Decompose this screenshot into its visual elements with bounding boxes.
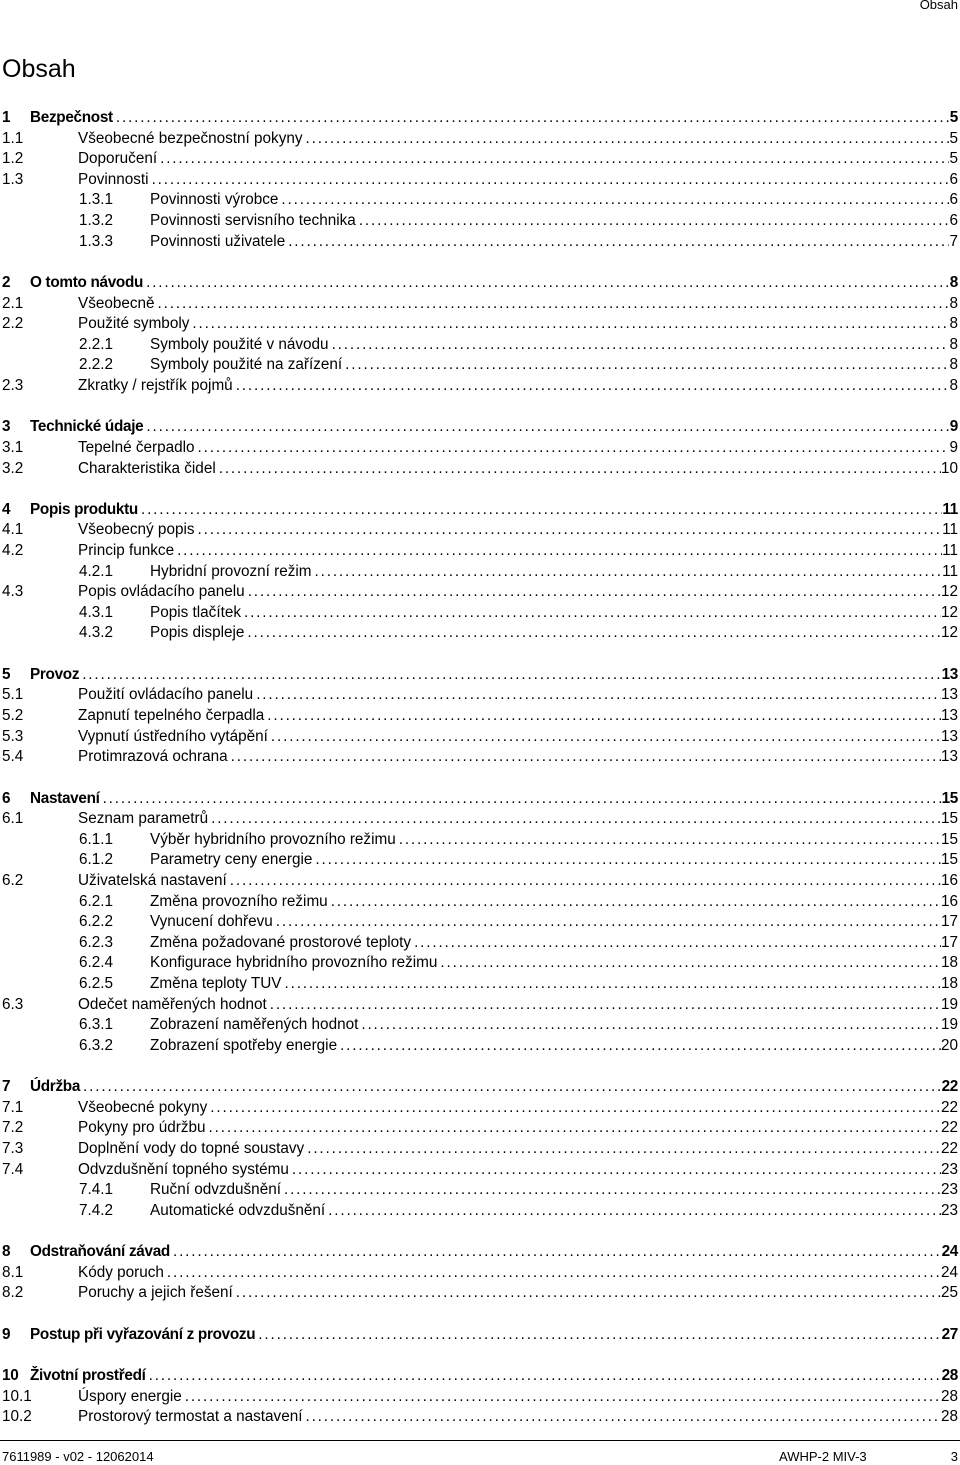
- toc-entry-number: 7.4: [2, 1160, 24, 1178]
- toc-entry[interactable]: [0, 809, 960, 830]
- toc-dot-leader: [138, 500, 942, 521]
- toc-entry-number: 5.2: [2, 707, 24, 725]
- toc-entry-page: 8: [949, 356, 958, 374]
- toc-entry-title: Seznam parametrů: [78, 810, 209, 828]
- toc-dot-leader: [358, 1015, 941, 1036]
- toc-entry-page: 11: [942, 562, 958, 580]
- toc-dot-leader: [155, 294, 950, 315]
- toc-entry-title: Všeobecně: [78, 294, 155, 312]
- toc-entry-number: 9: [2, 1325, 11, 1343]
- toc-entry[interactable]: [0, 232, 960, 253]
- toc-entry-title: Uživatelská nastavení: [78, 871, 227, 889]
- toc-entry-number: 6.1.2: [79, 851, 114, 869]
- toc-entry-page: 8: [949, 294, 958, 312]
- toc-entry-title: Použité symboly: [78, 315, 190, 333]
- toc-entry-title: Zobrazení naměřených hodnot: [150, 1016, 359, 1034]
- toc-entry-title: Automatické odvzdušnění: [150, 1201, 326, 1219]
- toc-dot-leader: [228, 747, 941, 768]
- toc-entry-number: 8.2: [2, 1284, 24, 1302]
- toc-entry-title: Úspory energie: [78, 1387, 182, 1405]
- toc-entry-page: 28: [940, 1408, 958, 1426]
- toc-entry-title: Protimrazová ochrana: [78, 748, 228, 766]
- toc-entry-page: 15: [940, 851, 958, 869]
- toc-entry[interactable]: [0, 1180, 960, 1201]
- toc-entry-page: 8: [949, 376, 958, 394]
- toc-entry[interactable]: [0, 1201, 960, 1222]
- toc-entry[interactable]: [0, 1160, 960, 1181]
- toc-entry[interactable]: [0, 727, 960, 748]
- toc-chapter-entry[interactable]: [0, 665, 960, 686]
- toc-entry-page: 28: [941, 1367, 958, 1385]
- toc-entry-page: 23: [940, 1160, 958, 1178]
- toc-entry-number: 8.1: [2, 1263, 24, 1281]
- toc-entry-title: Vypnutí ústředního vytápění: [78, 727, 268, 745]
- toc-entry-title: Popis displeje: [150, 624, 245, 642]
- footer-doc-code: 7611989 - v02 - 12062014: [2, 1449, 154, 1464]
- toc-entry-page: 13: [941, 665, 958, 683]
- toc-dot-leader: [411, 933, 941, 954]
- toc-dot-leader: [216, 459, 941, 480]
- toc-entry-title: Hybridní provozní režim: [150, 562, 312, 580]
- toc-entry-number: 7: [2, 1078, 11, 1096]
- toc-entry-title: Konfigurace hybridního provozního režimu: [150, 954, 438, 972]
- toc-entry-number: 5.1: [2, 686, 24, 704]
- toc-entry[interactable]: [0, 314, 960, 335]
- toc-dot-leader: [253, 685, 941, 706]
- toc-entry-title: Odvzdušnění topného systému: [78, 1160, 289, 1178]
- toc-entry-page: 13: [940, 748, 958, 766]
- toc-entry-page: 15: [941, 789, 958, 807]
- toc-dot-leader: [113, 108, 950, 129]
- toc-dot-leader: [157, 149, 949, 170]
- toc-entry-number: 4.3.1: [79, 603, 114, 621]
- toc-chapter-entry[interactable]: [0, 500, 960, 521]
- toc-dot-leader: [328, 892, 941, 913]
- toc-entry-title: Provoz: [30, 665, 80, 683]
- toc-entry-number: 3.1: [2, 438, 24, 456]
- toc-entry[interactable]: [0, 129, 960, 150]
- toc-entry-title: Všeobecné bezpečnostní pokyny: [78, 129, 303, 147]
- toc-entry-number: 6.1: [2, 810, 24, 828]
- toc-entry[interactable]: [0, 685, 960, 706]
- toc-entry[interactable]: [0, 355, 960, 376]
- toc-dot-leader: [195, 520, 943, 541]
- toc-chapter-entry[interactable]: [0, 108, 960, 129]
- toc-entry-number: 6: [2, 789, 11, 807]
- toc-entry[interactable]: [0, 1407, 960, 1428]
- toc-entry-number: 1.1: [2, 129, 24, 147]
- toc-entry[interactable]: [0, 1387, 960, 1408]
- toc-entry[interactable]: [0, 603, 960, 624]
- toc-dot-leader: [268, 727, 941, 748]
- toc-entry-number: 6.3: [2, 995, 24, 1013]
- toc-entry-title: Popis produktu: [30, 500, 138, 518]
- toc-entry-page: 5: [949, 109, 958, 126]
- toc-dot-leader: [356, 211, 950, 232]
- toc-dot-leader: [143, 417, 949, 438]
- toc-entry-page: 5: [949, 150, 958, 168]
- toc-entry-title: Změna provozního režimu: [150, 892, 328, 910]
- toc-entry-number: 2: [2, 273, 11, 291]
- toc-entry[interactable]: [0, 830, 960, 851]
- toc-dot-leader: [233, 376, 950, 397]
- toc-entry-page: 13: [940, 727, 958, 745]
- toc-entry-number: 10: [2, 1367, 19, 1385]
- toc-entry-page: 13: [940, 686, 958, 704]
- toc-entry-page: 22: [941, 1078, 958, 1096]
- toc-entry-title: Údržba: [30, 1078, 81, 1096]
- toc-entry-number: 2.1: [2, 294, 24, 312]
- toc-dot-leader: [396, 830, 941, 851]
- toc-entry-title: Nastavení: [30, 789, 100, 807]
- toc-entry-number: 3.2: [2, 459, 24, 477]
- toc-dot-leader: [264, 706, 941, 727]
- toc-dot-leader: [285, 232, 949, 253]
- toc-dot-leader: [233, 1283, 941, 1304]
- toc-entry-page: 6: [949, 211, 958, 229]
- toc-dot-leader: [337, 1036, 941, 1057]
- toc-entry-number: 6.2.1: [79, 892, 114, 910]
- toc-entry-number: 6.2: [2, 871, 24, 889]
- toc-dot-leader: [273, 912, 941, 933]
- toc-entry-title: Technické údaje: [30, 418, 144, 436]
- toc-entry[interactable]: [0, 1118, 960, 1139]
- toc-entry[interactable]: [0, 747, 960, 768]
- toc-entry[interactable]: [0, 376, 960, 397]
- toc-entry-title: Popis tlačítek: [150, 603, 241, 621]
- toc-entry-page: 12: [940, 624, 958, 642]
- toc-entry-page: 15: [940, 830, 958, 848]
- toc-entry[interactable]: [0, 706, 960, 727]
- toc-entry-number: 4.2.1: [79, 562, 114, 580]
- toc-entry[interactable]: [0, 438, 960, 459]
- toc-entry-number: 7.4.2: [79, 1201, 114, 1219]
- toc-dot-leader: [329, 335, 950, 356]
- toc-dot-leader: [206, 1118, 941, 1139]
- toc-entry-title: Změna požadované prostorové teploty: [150, 933, 412, 951]
- toc-entry[interactable]: [0, 541, 960, 562]
- toc-entry-number: 7.3: [2, 1139, 24, 1157]
- toc-entry[interactable]: [0, 1139, 960, 1160]
- toc-entry-number: 6.2.4: [79, 954, 114, 972]
- toc-entry-title: Pokyny pro údržbu: [78, 1119, 206, 1137]
- toc-entry[interactable]: [0, 850, 960, 871]
- toc-entry[interactable]: [0, 1283, 960, 1304]
- page-title: Obsah: [2, 55, 76, 83]
- toc-entry-page: 20: [940, 1036, 958, 1054]
- toc-entry-page: 6: [949, 191, 958, 209]
- toc-entry[interactable]: [0, 520, 960, 541]
- toc-dot-leader: [195, 438, 950, 459]
- toc-entry-title: Princip funkce: [78, 542, 175, 560]
- toc-entry-page: 25: [940, 1284, 958, 1302]
- toc-entry-page: 16: [940, 871, 958, 889]
- toc-entry-number: 10.1: [2, 1387, 32, 1405]
- toc-dot-leader: [312, 850, 941, 871]
- toc-entry[interactable]: [0, 190, 960, 211]
- toc-chapter-entry[interactable]: [0, 1077, 960, 1098]
- toc-entry-title: Postup při vyřazování z provozu: [30, 1325, 256, 1343]
- toc-entry-page: 9: [949, 418, 958, 436]
- toc-entry-page: 12: [940, 603, 958, 621]
- toc-entry[interactable]: [0, 1098, 960, 1119]
- toc-entry[interactable]: [0, 1015, 960, 1036]
- toc-entry-number: 4.1: [2, 521, 24, 539]
- toc-entry-number: 1.3: [2, 170, 24, 188]
- toc-dot-leader: [437, 953, 941, 974]
- toc-entry-number: 1.3.1: [79, 191, 114, 209]
- toc-dot-leader: [208, 809, 941, 830]
- toc-dot-leader: [189, 314, 949, 335]
- toc-entry-title: Ruční odvzdušnění: [150, 1181, 281, 1199]
- toc-entry[interactable]: [0, 995, 960, 1016]
- toc-entry-page: 16: [940, 892, 958, 910]
- toc-entry-title: Kódy poruch: [78, 1263, 164, 1281]
- toc-entry-number: 4.2: [2, 542, 24, 560]
- toc-chapter-entry[interactable]: [0, 273, 960, 294]
- header-section-label: Obsah: [919, 0, 958, 12]
- toc-entry-page: 18: [940, 974, 958, 992]
- toc-entry-page: 9: [949, 438, 958, 456]
- toc-dot-leader: [100, 789, 942, 810]
- toc-entry-page: 22: [940, 1119, 958, 1137]
- toc-entry-title: Vynucení dohřevu: [150, 913, 273, 931]
- toc-entry-title: Doporučení: [78, 150, 158, 168]
- toc-entry-title: Povinnosti servisního technika: [150, 211, 356, 229]
- toc-entry-page: 10: [940, 459, 958, 477]
- toc-entry-title: Doplnění vody do topné soustavy: [78, 1139, 305, 1157]
- toc-entry-number: 2.2.1: [79, 335, 114, 353]
- table-of-contents: [0, 108, 960, 1428]
- toc-dot-leader: [79, 665, 941, 686]
- toc-entry-number: 5.4: [2, 748, 24, 766]
- toc-entry[interactable]: [0, 294, 960, 315]
- toc-entry-page: 19: [940, 995, 958, 1013]
- toc-dot-leader: [241, 603, 941, 624]
- toc-entry-number: 1.3.3: [79, 232, 114, 250]
- toc-dot-leader: [146, 1366, 942, 1387]
- toc-entry-title: Změna teploty TUV: [150, 974, 282, 992]
- toc-entry-number: 4: [2, 500, 11, 518]
- toc-dot-leader: [304, 1139, 941, 1160]
- toc-entry-page: 19: [940, 1016, 958, 1034]
- toc-entry-page: 17: [940, 913, 958, 931]
- toc-entry-title: Prostorový termostat a nastavení: [78, 1408, 303, 1426]
- toc-entry-title: Všeobecný popis: [78, 521, 195, 539]
- toc-entry-page: 8: [949, 315, 958, 333]
- toc-dot-leader: [164, 1263, 941, 1284]
- toc-dot-leader: [325, 1201, 941, 1222]
- toc-dot-leader: [289, 1160, 941, 1181]
- toc-entry-number: 1.2: [2, 150, 24, 168]
- toc-entry-title: Použití ovládacího panelu: [78, 686, 254, 704]
- toc-entry-number: 1: [2, 109, 11, 126]
- toc-entry-title: Odečet naměřených hodnot: [78, 995, 267, 1013]
- toc-entry[interactable]: [0, 582, 960, 603]
- toc-chapter-entry[interactable]: [0, 417, 960, 438]
- toc-dot-leader: [255, 1325, 941, 1346]
- toc-entry-page: 22: [940, 1098, 958, 1116]
- toc-entry-page: 23: [940, 1181, 958, 1199]
- toc-entry-page: 24: [940, 1263, 958, 1281]
- toc-entry-number: 6.3.1: [79, 1016, 114, 1034]
- toc-dot-leader: [281, 1180, 941, 1201]
- toc-entry-page: 18: [940, 954, 958, 972]
- toc-entry-title: Zobrazení spotřeby energie: [150, 1036, 338, 1054]
- toc-entry-page: 12: [940, 583, 958, 601]
- toc-entry-number: 6.2.2: [79, 913, 114, 931]
- toc-entry[interactable]: [0, 1036, 960, 1057]
- toc-entry-page: 6: [949, 170, 958, 188]
- toc-entry-title: Charakteristika čidel: [78, 459, 216, 477]
- toc-entry-page: 5: [949, 129, 958, 147]
- toc-entry-number: 8: [2, 1243, 11, 1261]
- toc-entry-number: 4.3: [2, 583, 24, 601]
- toc-dot-leader: [302, 1407, 941, 1428]
- toc-entry-title: Výběr hybridního provozního režimu: [150, 830, 396, 848]
- toc-dot-leader: [207, 1098, 941, 1119]
- toc-entry-title: Povinnosti výrobce: [150, 191, 279, 209]
- toc-entry-title: Parametry ceny energie: [150, 851, 313, 869]
- toc-entry-title: Povinnosti: [78, 170, 149, 188]
- toc-chapter-entry[interactable]: [0, 1242, 960, 1263]
- toc-entry-page: 23: [940, 1201, 958, 1219]
- toc-entry[interactable]: [0, 335, 960, 356]
- toc-entry-number: 3: [2, 418, 11, 436]
- toc-entry-title: O tomto návodu: [30, 273, 144, 291]
- toc-entry-number: 1.3.2: [79, 211, 114, 229]
- toc-entry-page: 8: [949, 335, 958, 353]
- toc-entry-number: 7.1: [2, 1098, 24, 1116]
- toc-chapter-entry[interactable]: [0, 1366, 960, 1387]
- toc-dot-leader: [312, 562, 943, 583]
- toc-entry-title: Popis ovládacího panelu: [78, 583, 245, 601]
- toc-dot-leader: [245, 582, 941, 603]
- toc-entry[interactable]: [0, 170, 960, 191]
- toc-dot-leader: [149, 170, 950, 191]
- toc-entry[interactable]: [0, 211, 960, 232]
- toc-entry-page: 8: [949, 273, 958, 291]
- toc-entry[interactable]: [0, 892, 960, 913]
- toc-entry-title: Zapnutí tepelného čerpadla: [78, 707, 265, 725]
- toc-dot-leader: [80, 1077, 942, 1098]
- toc-dot-leader: [227, 871, 941, 892]
- toc-entry-title: Poruchy a jejich řešení: [78, 1284, 233, 1302]
- toc-entry-title: Bezpečnost: [30, 109, 113, 126]
- footer-divider: [0, 1440, 960, 1441]
- footer-model: AWHP-2 MIV-3: [779, 1449, 867, 1464]
- toc-entry-number: 5.3: [2, 727, 24, 745]
- toc-dot-leader: [342, 355, 949, 376]
- toc-entry-number: 7.2: [2, 1119, 24, 1137]
- toc-entry[interactable]: [0, 623, 960, 644]
- toc-dot-leader: [170, 1242, 942, 1263]
- toc-entry-title: Životní prostředí: [30, 1367, 146, 1385]
- toc-entry-title: Povinnosti uživatele: [150, 232, 286, 250]
- toc-entry-number: 2.3: [2, 376, 24, 394]
- toc-chapter-entry[interactable]: [0, 789, 960, 810]
- toc-entry-page: 17: [940, 933, 958, 951]
- toc-entry-page: 7: [949, 232, 958, 250]
- toc-entry-page: 15: [940, 810, 958, 828]
- toc-entry-number: 10.2: [2, 1408, 32, 1426]
- toc-entry[interactable]: [0, 912, 960, 933]
- toc-entry-page: 24: [941, 1243, 958, 1261]
- toc-dot-leader: [282, 974, 941, 995]
- toc-entry-number: 6.2.5: [79, 974, 114, 992]
- toc-entry-title: Zkratky / rejstřík pojmů: [78, 376, 233, 394]
- toc-entry-number: 6.2.3: [79, 933, 114, 951]
- toc-dot-leader: [303, 129, 950, 150]
- toc-entry[interactable]: [0, 933, 960, 954]
- toc-dot-leader: [244, 623, 941, 644]
- footer-page-number: 3: [950, 1449, 958, 1464]
- toc-dot-leader: [174, 541, 942, 562]
- toc-entry-page: 13: [940, 707, 958, 725]
- toc-entry-page: 27: [941, 1325, 958, 1343]
- toc-entry[interactable]: [0, 562, 960, 583]
- toc-dot-leader: [182, 1387, 941, 1408]
- toc-entry-page: 11: [942, 500, 958, 518]
- toc-entry-title: Všeobecné pokyny: [78, 1098, 208, 1116]
- toc-entry-number: 7.4.1: [79, 1181, 114, 1199]
- toc-dot-leader: [278, 190, 949, 211]
- toc-entry[interactable]: [0, 953, 960, 974]
- toc-entry-page: 11: [942, 542, 958, 560]
- toc-entry[interactable]: [0, 149, 960, 170]
- toc-dot-leader: [143, 273, 950, 294]
- toc-dot-leader: [267, 995, 941, 1016]
- toc-entry[interactable]: [0, 871, 960, 892]
- toc-entry-title: Symboly použité na zařízení: [150, 356, 343, 374]
- toc-entry-number: 2.2.2: [79, 356, 114, 374]
- toc-chapter-entry[interactable]: [0, 1325, 960, 1346]
- toc-entry[interactable]: [0, 1263, 960, 1284]
- toc-entry-page: 28: [940, 1387, 958, 1405]
- toc-entry-title: Tepelné čerpadlo: [78, 438, 195, 456]
- toc-entry-number: 6.1.1: [79, 830, 114, 848]
- toc-entry-title: Symboly použité v návodu: [150, 335, 329, 353]
- toc-entry-number: 2.2: [2, 315, 24, 333]
- toc-entry-title: Odstraňování závad: [30, 1243, 170, 1261]
- toc-entry[interactable]: [0, 974, 960, 995]
- toc-entry-number: 4.3.2: [79, 624, 114, 642]
- toc-entry-page: 11: [942, 521, 958, 539]
- toc-entry-number: 6.3.2: [79, 1036, 114, 1054]
- toc-entry-number: 5: [2, 665, 11, 683]
- toc-entry[interactable]: [0, 459, 960, 480]
- toc-entry-page: 22: [940, 1139, 958, 1157]
